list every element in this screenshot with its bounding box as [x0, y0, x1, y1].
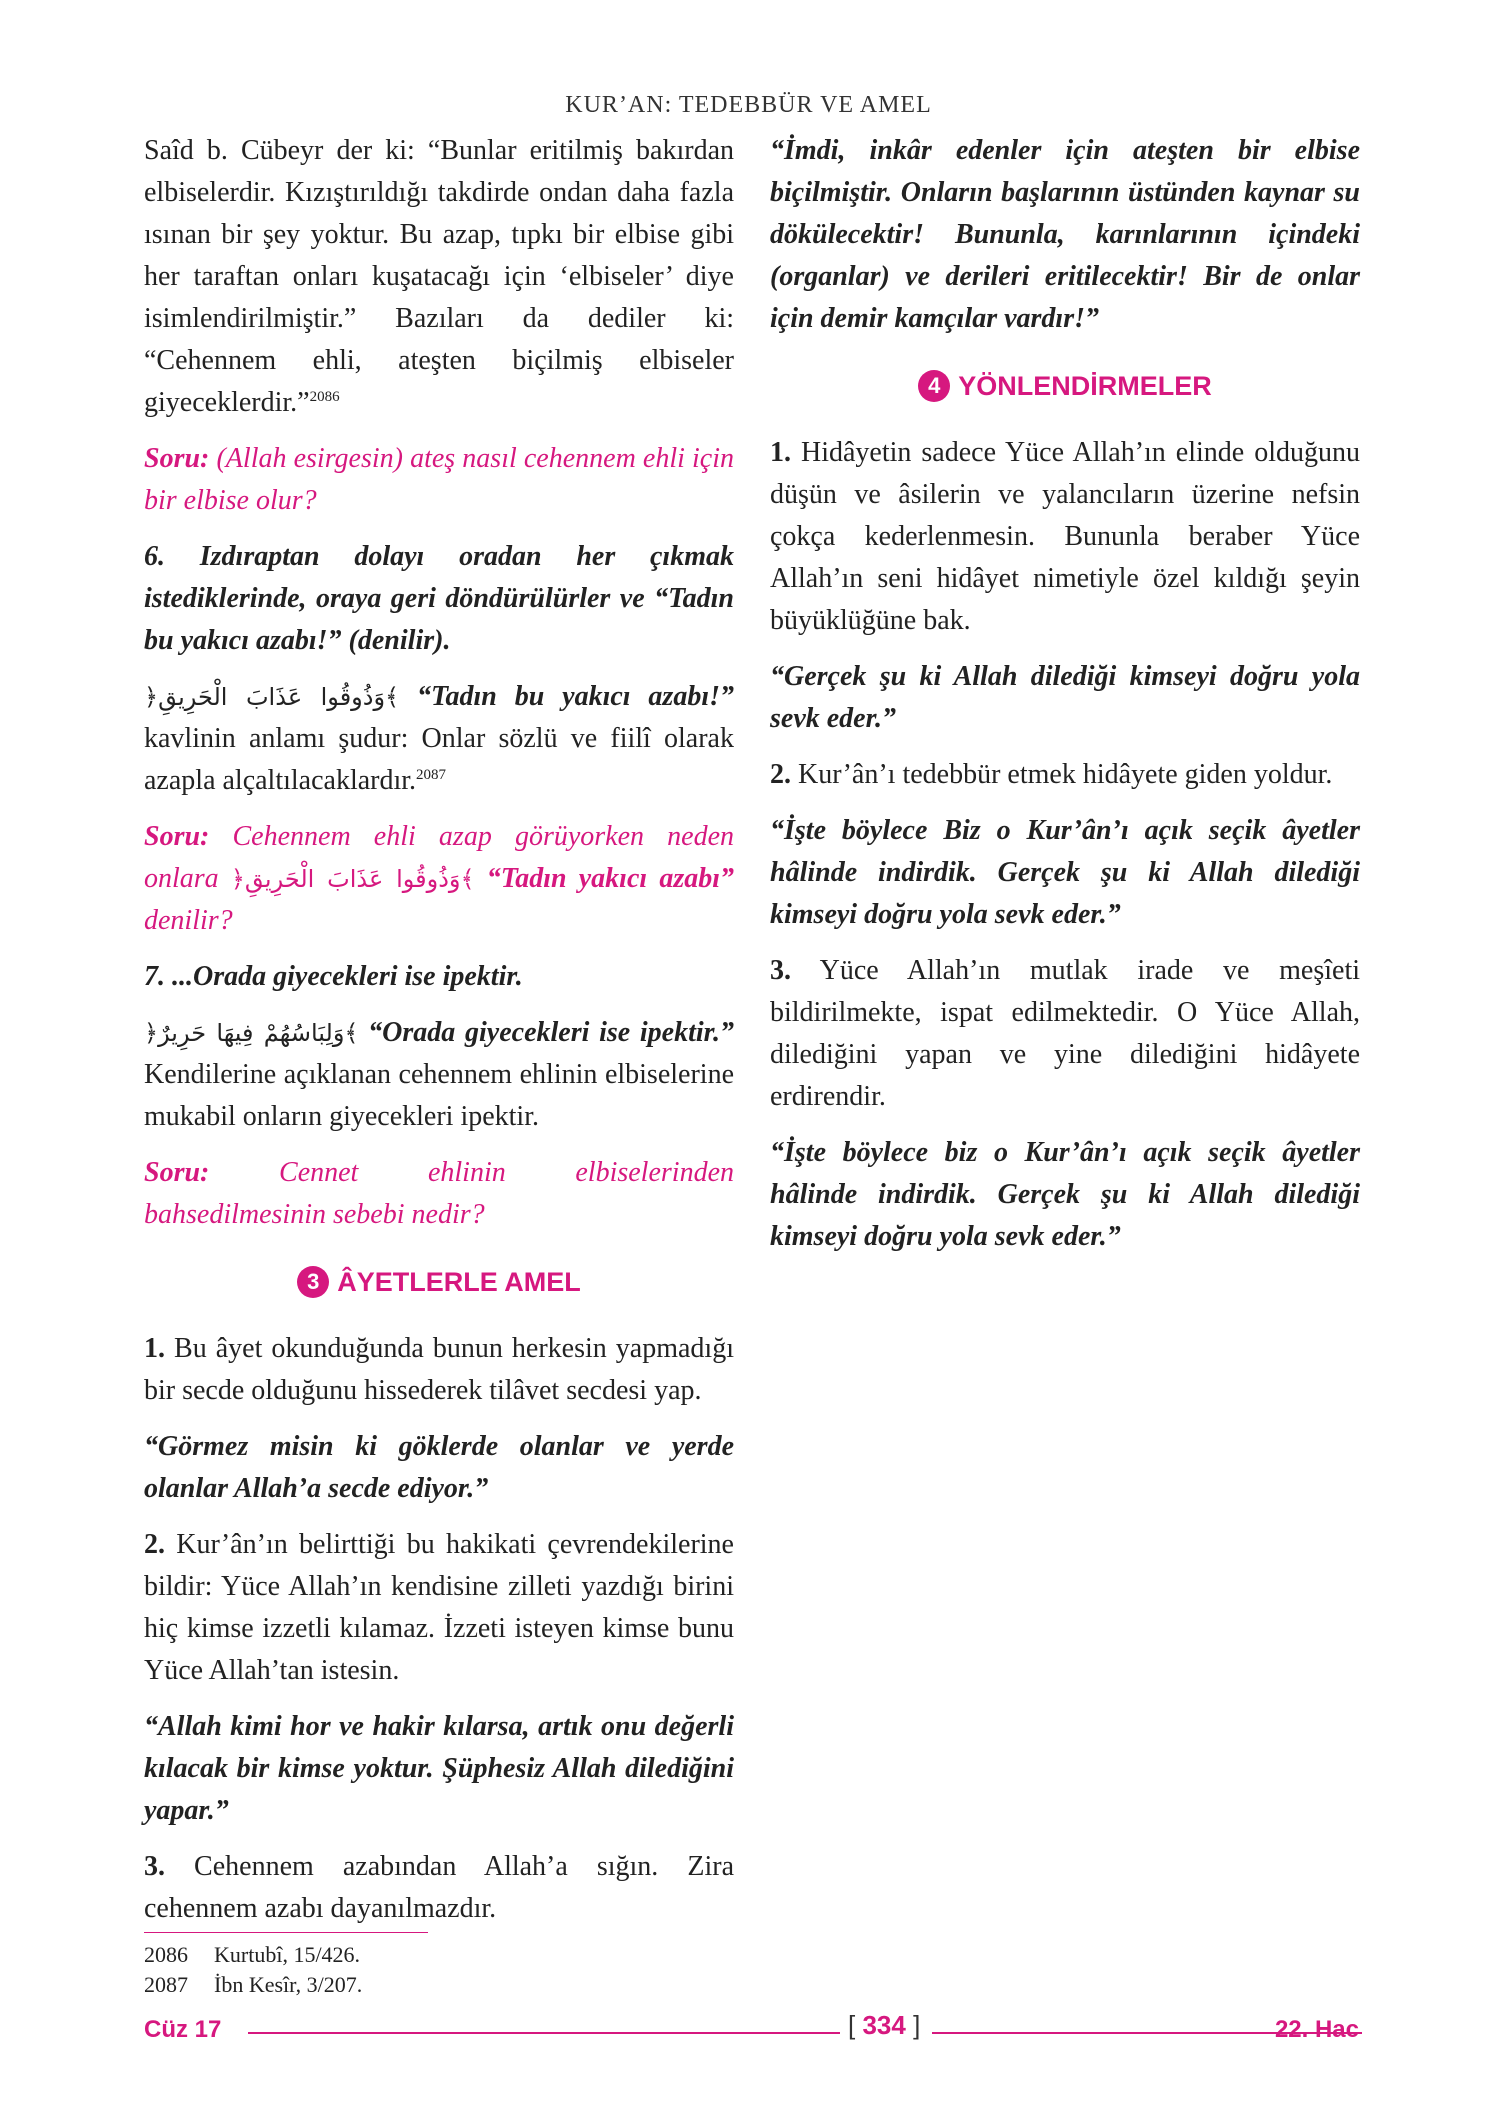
question: Soru: Cennet ehlinin elbiselerinden bahsedilmesinin sebebi nedir? [144, 1157, 734, 1230]
question: Soru: (Allah esirgesin) ateş nasıl cehennem ehli için bir elbise olur? [144, 443, 734, 516]
verse-quote: “Allah kimi hor ve hakir kılarsa, artık onu değerli kılacak bir kimse yoktur. Şüphesiz Allah dilediğini yapar.” [144, 1711, 734, 1826]
right-column [770, 130, 1360, 1272]
arabic-verse: ﴿وَذُوقُوا عَذَابَ الْحَرِيقِ﴾ [144, 683, 400, 711]
verse-quote: “İşte böylece biz o Kur’ân’ı açık seçik âyetler hâlinde indirdik. Gerçek şu ki Allah dilediği kimseyi doğru yola sevk eder.” [770, 1137, 1360, 1252]
paragraph: Saîd b. Cübeyr der ki: “Bunlar eritilmiş bakırdan elbiselerdir. Kızıştırıldığı takdirde ondan daha fazla ısınan bir şey yoktur. Bu azap, tıpkı bir elbise gibi her taraftan onları kuşatacağı için ‘elbiseler’ diye isimlendirilmiştir.” Bazıları da dediler ki: “Cehennem ehli, ateşten biçilmiş elbiseler giyeceklerdir.”$^{2086}$ [144, 135, 734, 418]
verse-quote: “Gerçek şu ki Allah dilediği kimseyi doğru yola sevk eder.” [770, 661, 1360, 734]
verse-quote: “İmdi, inkâr edenler için ateşten bir elbise biçilmiştir. Onların başlarının üstünden kaynar su dökülecektir! Bununla, karınlarının içindeki (organlar) ve derileri eritilecektir! Bir de onlar için demir kamçılar vardır!” [770, 135, 1360, 334]
question: Soru: Cehennem ehli azap görüyorken neden onlara ﴿وَذُوقُوا عَذَابَ الْحَرِيقِ﴾ “Tadın yakıcı azabı” denilir? [144, 821, 734, 936]
guidance-item: 1. Hidâyetin sadece Yüce Allah’ın elinde olduğunu düşün ve âsilerin ve yalancıların üzerine nefsin çokça kederlenmesin. Bununla beraber Yüce Allah’ın seni hidâyet nimetiyle özel kıldığı şeyin büyüklüğüne bak. [770, 437, 1360, 636]
section-number-badge: 4 [918, 370, 950, 402]
left-column [144, 130, 734, 1944]
action-item: 1. Bu âyet okunduğunda bunun herkesin yapmadığı bir secde olduğunu hissederek tilâvet secdesi yap. [144, 1333, 734, 1406]
footnote: 2087 İbn Kesîr, 3/207. [144, 1972, 363, 1997]
running-title: KUR’AN: TEDEBBÜR VE AMEL [565, 92, 932, 118]
guidance-item: 3. Yüce Allah’ın mutlak irade ve meşîeti bildirilmekte, ispat edilmektedir. O Yüce Allah, dilediğini yapan ve yine dilediğini hidâyete erdirendir. [770, 955, 1360, 1112]
section-heading-yonlendirmeler: 4 YÖNLENDİRMELER [770, 370, 1360, 402]
section-number-badge: 3 [297, 1266, 329, 1298]
paragraph: ﴿وَذُوقُوا عَذَابَ الْحَرِيقِ﴾ “Tadın bu yakıcı azabı!” kavlinin anlamı şudur: Onlar sözlü ve fiilî olarak azapla alçaltılacaklardır.$^{2087}$ [144, 681, 734, 796]
paragraph: ﴿وَلِبَاسُهُمْ فِيهَا حَرِيرٌ﴾ “Orada giyecekleri ise ipektir.” Kendilerine açıklanan cehennem ehlinin elbiselerine mukabil onların giyecekleri ipektir. [144, 1017, 734, 1132]
verse-quote: “İşte böylece Biz o Kur’ân’ı açık seçik âyetler hâlinde indirdik. Gerçek şu ki Allah dilediği kimseyi doğru yola sevk eder.” [770, 815, 1360, 930]
page-number: [ 334 ] [848, 2010, 921, 2040]
verse-6: 6. Izdıraptan dolayı oradan her çıkmak istediklerinde, oraya geri döndürülürler ve “Tadın bu yakıcı azabı!” (denilir). [144, 541, 734, 656]
footnote-divider [144, 1932, 428, 1933]
surah-label: 22. Hac [1274, 2016, 1359, 2043]
section-heading-ayetlerle-amel: 3 ÂYETLERLE AMEL [144, 1266, 734, 1298]
footnote-ref[interactable]: 2086 [309, 389, 340, 405]
guidance-item: 2. Kur’ân’ı tedebbür etmek hidâyete giden yoldur. [770, 759, 1333, 790]
page-footer [144, 2010, 1359, 2050]
footnote-ref[interactable]: 2087 [416, 767, 447, 783]
footnotes [144, 1940, 362, 2000]
action-item: 3. Cehennem azabından Allah’a sığın. Zira cehennem azabı dayanılmazdır. [144, 1851, 734, 1924]
verse-7: 7. ...Orada giyecekleri ise ipektir. [144, 961, 523, 992]
arabic-verse: ﴿وَلِبَاسُهُمْ فِيهَا حَرِيرٌ﴾ [144, 1019, 359, 1047]
footnote: 2086 Kurtubî, 15/426. [144, 1942, 361, 1967]
action-item: 2. Kur’ân’ın belirttiği bu hakikati çevrendekilerine bildir: Yüce Allah’ın kendisine zilleti yazdığı birini hiç kimse izzetli kılamaz. İzzeti isteyen kimse bunu Yüce Allah’tan istesin. [144, 1529, 734, 1686]
footer-rule [248, 2032, 840, 2034]
verse-quote: “Görmez misin ki göklerde olanlar ve yerde olanlar Allah’a secde ediyor.” [144, 1431, 734, 1504]
juz-label: Cüz 17 [144, 2016, 222, 2043]
arabic-verse: ﴿وَذُوقُوا عَذَابَ الْحَرِيقِ﴾ [230, 865, 475, 893]
